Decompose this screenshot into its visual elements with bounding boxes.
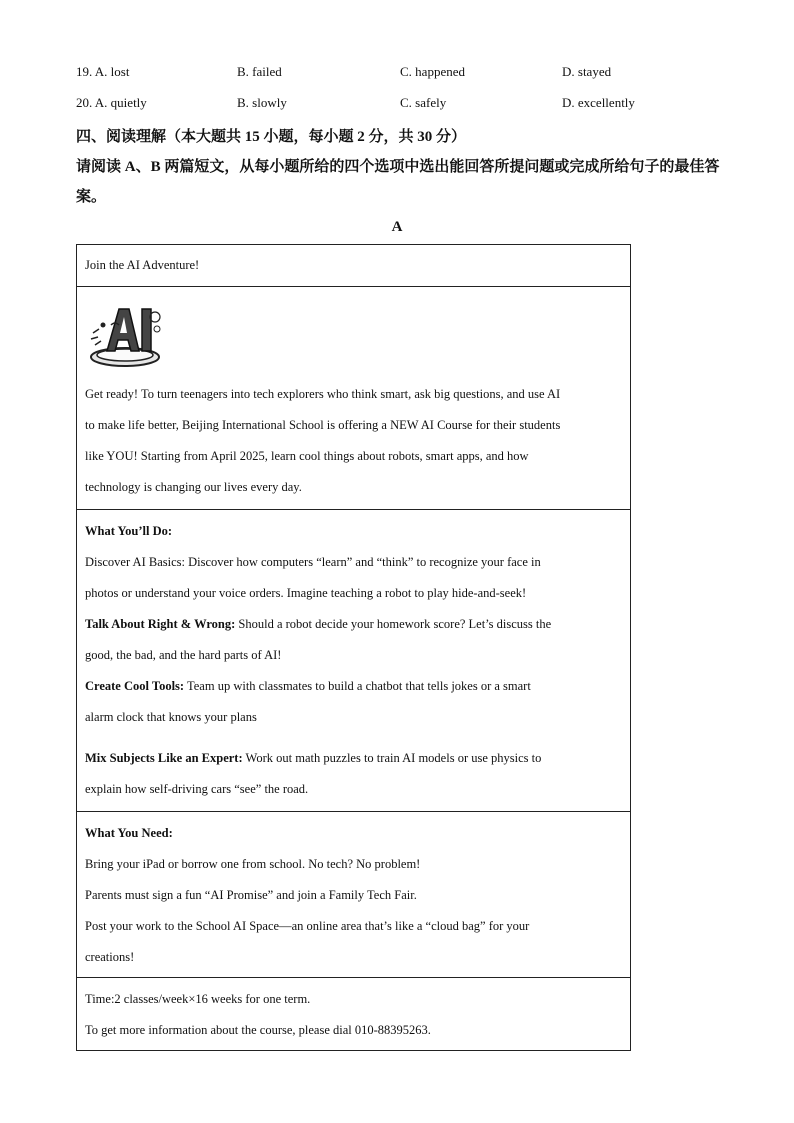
what-you-need-heading: What You Need: [85,826,173,840]
activities-cell [77,510,631,812]
section-instruction: 请阅读 A、B 两篇短文，从每小题所给的四个选项中选出能回答所提问题或完成所给句子的最佳答案。 [76,159,720,205]
activity-create [85,671,622,702]
option-row-19 [76,64,736,84]
section-heading: 四、阅读理解（本大题共 15 小题，每小题 2 分，共 30 分） [76,129,467,145]
activity-label: Talk About Right & Wrong: [85,617,236,631]
activity-discover-line: Discover AI Basics: Discover how computers “learn” and “think” to recognize your face in [85,555,541,569]
needs-cell [77,812,631,978]
time-info: Time:2 classes/week×16 weeks for one term. [85,992,311,1006]
activity-label: Create Cool Tools: [85,679,185,693]
activity-mix [85,743,622,774]
need-item: Bring your iPad or borrow one from school. No tech? No problem! [85,857,421,871]
option-row-20 [76,95,736,115]
intro-line: Get ready! To turn teenagers into tech explorers who think smart, ask big questions, and use AI [85,387,561,401]
ad-box [76,244,631,1051]
activity-mix-cont: explain how self-driving cars “see” the road. [85,782,309,796]
activity-label: Mix Subjects Like an Expert: [85,751,243,765]
option-a: 20. A. quietly [76,95,147,110]
info-cell [77,978,631,1051]
intro-cell [77,287,631,510]
ad-title-cell [77,245,631,287]
option-b: B. failed [237,64,282,79]
activity-talk [85,609,622,640]
intro-line: like YOU! Starting from April 2025, learn cool things about robots, smart apps, and how [85,449,529,463]
ai-robot-logo-icon [85,295,175,373]
option-c: C. safely [400,95,447,110]
intro-line: technology is changing our lives every day. [85,480,302,494]
ad-title: Join the AI Adventure! [85,258,200,272]
need-item: creations! [85,950,135,964]
activity-text: Team up with classmates to build a chatbot that tells jokes or a smart [186,679,531,693]
activity-text: Should a robot decide your homework score? Let’s discuss the [238,617,552,631]
activity-text: Work out math puzzles to train AI models or use physics to [245,751,542,765]
option-b: B. slowly [237,95,287,110]
activity-talk-cont: good, the bad, and the hard parts of AI! [85,648,282,662]
option-a: 19. A. lost [76,64,130,79]
activity-discover-line: photos or understand your voice orders. Imagine teaching a robot to play hide-and-seek! [85,586,527,600]
option-c: C. happened [400,64,465,79]
contact-info: To get more information about the course, please dial 010-88395263. [85,1023,431,1037]
need-item: Parents must sign a fun “AI Promise” and join a Family Tech Fair. [85,888,417,902]
intro-line: to make life better, Beijing International School is offering a NEW AI Course for their students [85,418,561,432]
what-you-do-heading: What You’ll Do: [85,524,173,538]
option-d: D. excellently [562,95,635,110]
passage-label: A [391,219,403,235]
option-d: D. stayed [562,64,612,79]
need-item: Post your work to the School AI Space—an online area that’s like a “cloud bag” for your [85,919,530,933]
activity-create-cont: alarm clock that knows your plans [85,710,257,724]
